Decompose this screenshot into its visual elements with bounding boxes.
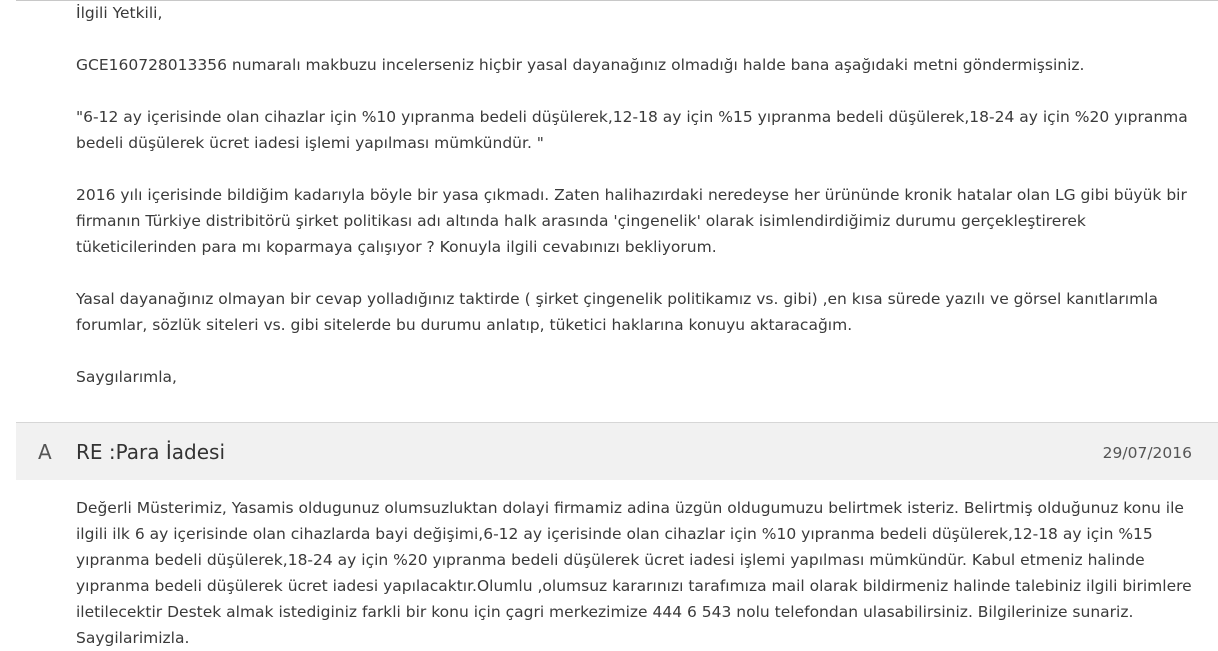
question-paragraph: Yasal dayanağınız olmayan bir cevap yolladığınız taktirde ( şirket çingenelik politikamız vs. gibi) ,en kısa sürede yazılı ve görsel kanıtlarımla forumlar, sözlük siteleri vs. gibi sitelerde bu durumu anlatıp, tüketici haklarına konuyu aktaracağım.: [76, 290, 1158, 334]
answer-header: [16, 422, 1218, 480]
question-paragraph: 2016 yılı içerisinde bildiğim kadarıyla böyle bir yasa çıkmadı. Zaten halihazırdaki neredeyse her ürününde kronik hatalar olan LG gibi büyük bir firmanın Türkiye distribitörü şirket politikası adı altında halk arasında 'çingenelik' olarak isimlendirdiğimiz durumu gerçekleştirerek tüketicilerinden para mı koparmaya çalışıyor ? Konuyla ilgili cevabınızı bekliyorum.: [76, 186, 1187, 256]
answer-date: 29/07/2016: [1102, 444, 1192, 462]
answer-message: [76, 495, 1206, 651]
answer-title: RE :Para İadesi: [76, 440, 226, 464]
question-message: [76, 0, 1206, 390]
question-greeting: İlgili Yetkili,: [76, 4, 163, 22]
question-paragraph: GCE160728013356 numaralı makbuzu incelerseniz hiçbir yasal dayanağınız olmadığı halde bana aşağıdaki metni göndermişsiniz.: [76, 56, 1085, 74]
answer-marker: A: [38, 440, 52, 464]
question-closing: Saygılarımla,: [76, 368, 177, 386]
answer-text: Değerli Müsterimiz, Yasamis oldugunuz olumsuzluktan dolayi firmamiz adina üzgün oldugumuzu belirtmek isteriz. Belirtmiş olduğunuz konu ile ilgili ilk 6 ay içerisinde olan cihazlarda bayi değişimi,6-12 ay içerisinde olan cihazlar için %10 yıpranma bedeli düşülerek,12-18 ay için %15 yıpranma bedeli düşülerek,18-24 ay için %20 yıpranma bedeli düşülerek ücret iadesi işlemi yapılması mümkündür. Kabul etmeniz halinde yıpranma bedeli düşülerek ücret iadesi yapılacaktır.Olumlu ,olumsuz kararınızı tarafımıza mail olarak bildirmeniz halinde talebiniz ilgili birimlere iletilecektir Destek almak istediginiz farkli bir konu için çagri merkezimize 444 6 543 nolu telefondan ulasabilirsiniz. Bilgilerinize sunariz. Saygilarimizla.: [76, 499, 1192, 647]
question-quote: "6-12 ay içerisinde olan cihazlar için %10 yıpranma bedeli düşülerek,12-18 ay için %15 yıpranma bedeli düşülerek,18-24 ay için %20 yıpranma bedeli düşülerek ücret iadesi işlemi yapılması mümkündür. ": [76, 108, 1188, 152]
